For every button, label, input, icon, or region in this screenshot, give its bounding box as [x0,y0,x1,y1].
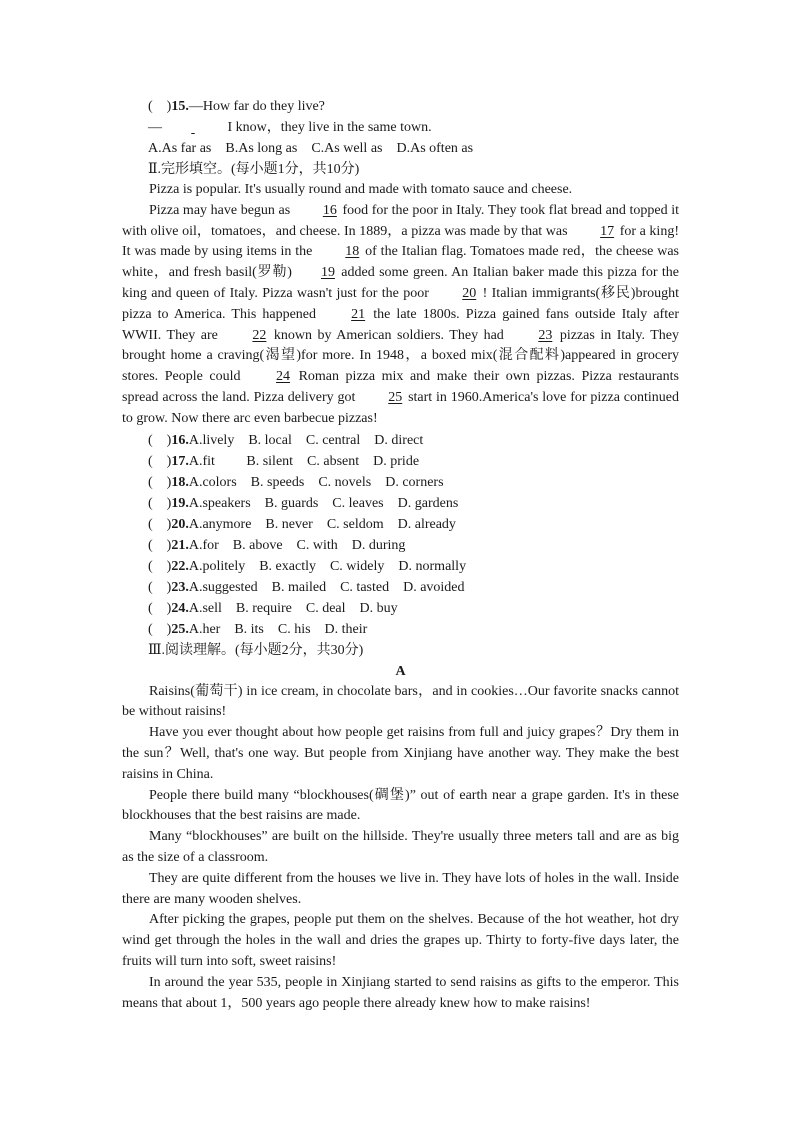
cloze-blank-22: 22 [252,327,267,343]
cloze-blank-17: 17 [600,223,615,239]
cloze-question: ( )18.A.colors B. speeds C. novels D. corners [148,474,444,490]
cloze-blank-18: 18 [345,244,360,260]
reading-paragraph: Have you ever thought about how people get raisins from full and juicy grapes？Dry them in the sun？Well, that's one way. But people from Xinjiang have another way. They make the best raisins in China. [122,725,679,782]
passage-label: A [395,663,406,679]
cloze-intro: Pizza is popular. It's usually round and made with tomato sauce and cheese. [149,182,573,197]
section-3-heading: Ⅲ.阅读理解。(每小题2分，共30分) [148,642,364,658]
question-15-answer-line: — I know，they live in the same town. [122,117,679,138]
cloze-blank-21: 21 [351,306,366,322]
cloze-question: ( )17.A.fit B. silent C. absent D. pride [148,453,420,469]
cloze-blank-16: 16 [322,202,337,218]
reading-paragraph: People there build many “blockhouses(碉堡)” out of earth near a grape garden. It's in these blockhouses that the best raisins are made. [122,787,679,824]
cloze-blank-23: 23 [538,327,553,343]
reading-paragraph: They are quite different from the houses we live in. They have lots of holes in the wall. Inside there are many wooden shelves. [122,870,679,907]
cloze-question: ( )24.A.sell B. require C. deal D. buy [148,600,398,616]
reading-paragraph: Many “blockhouses” are built on the hillside. They're usually three meters tall and are as big as the size of a classroom. [122,829,679,865]
section-2-heading: Ⅱ.完形填空。(每小题1分，共10分) [148,162,360,177]
exam-page [122,96,679,1014]
cloze-question: ( )23.A.suggested B. mailed C. tasted D. avoided [148,579,465,595]
cloze-blank-25: 25 [388,389,403,405]
cloze-question: ( )16.A.lively B. local C. central D. direct [148,432,424,448]
cloze-question: ( )22.A.politely B. exactly C. widely D. normally [148,558,467,574]
question-text: —How far do they live? [188,99,325,114]
reading-paragraph: After picking the grapes, people put them on the shelves. Because of the hot weather, hot dry wind get through the holes in the wall and dries the grapes up. Thirty to forty-five days later, the fruits will turn into soft, sweet raisins! [122,912,679,969]
cloze-question-list [122,430,679,640]
cloze-blank-24: 24 [276,369,291,385]
answer-blank [162,117,224,138]
question-15-options: A.As far as B.As long as C.As well as D.As often as [148,141,474,156]
cloze-blank-19: 19 [320,265,335,281]
reading-paragraph: In around the year 535, people in Xinjiang started to send raisins as gifts to the emperor. This means that about 1，500 years ago people there already knew how to make raisins! [122,974,679,1011]
cloze-question: ( )19.A.speakers B. guards C. leaves D. gardens [148,495,459,511]
cloze-passage: Pizza may have begun as 16 food for the poor in Italy. They took flat bread and topped it with olive oil，tomatoes，and cheese. In 1889，a pizza was made by that was 17 for a king! It was made by using items in the 18 of the Italian flag. Tomatoes made red，the cheese was white，and fresh basil(罗勒) 19 added some green. An Italian baker made this pizza for the king and queen of Italy. Pizza wasn't just for the poor 20 ! Italian immigrants(移民)brought pizza to America. This happened 21 the late 1800s. Pizza gained fans outside Italy after WWII. They are 22 known by American soldiers. They had 23 pizzas in Italy. They brought home a craving(渴望)for more. In 1948，a boxed mix(混合配料)appeared in grocery stores. People could 24 Roman pizza mix and make their own pizzas. Pizza restaurants spread across the land. Pizza delivery got 25 start in 1960.America's love for pizza continued to grow. Now there arc even barbecue pizzas! [122,202,680,426]
cloze-question: ( )21.A.for B. above C. with D. during [148,537,406,553]
answer-paren: ( ) [148,99,172,114]
reading-paragraph: Raisins(葡萄干) in ice cream, in chocolate bars，and in cookies…Our favorite snacks cannot be without raisins! [122,683,679,720]
cloze-question: ( )25.A.her B. its C. his D. their [148,621,368,637]
question-15 [122,96,679,117]
question-number: 15. [171,99,189,114]
cloze-question: ( )20.A.anymore B. never C. seldom D. already [148,516,456,532]
cloze-blank-20: 20 [462,285,477,301]
